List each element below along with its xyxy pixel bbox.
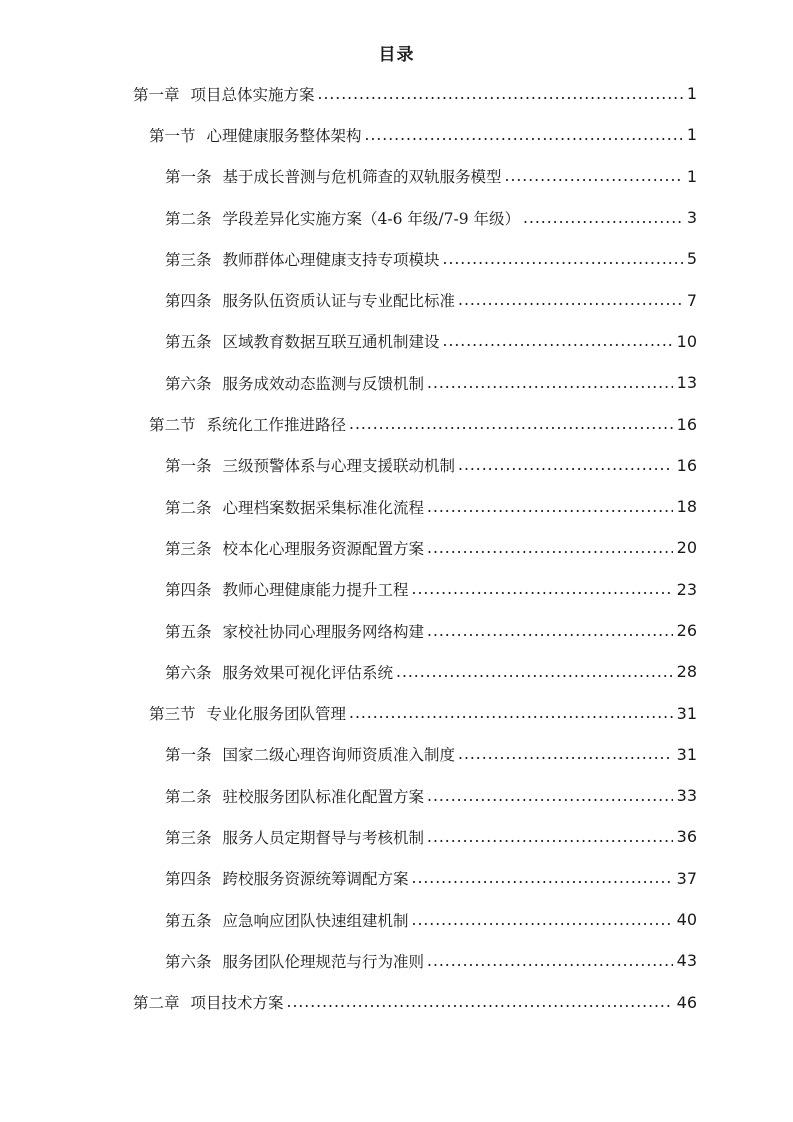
toc-entry-page: 7 xyxy=(686,290,697,310)
dot-leader xyxy=(349,415,673,433)
toc-entry-article[interactable] xyxy=(0,279,793,320)
toc-entry-number: 第三条 xyxy=(165,828,212,847)
toc-entry-text: 校本化心理服务资源配置方案 xyxy=(222,539,425,558)
dot-leader xyxy=(427,539,673,557)
toc-entry-text: 服务效果可视化评估系统 xyxy=(222,663,394,682)
toc-entry-article[interactable] xyxy=(0,734,793,775)
toc-entry-text: 服务团队伦理规范与行为准则 xyxy=(222,952,425,971)
toc-entry-number: 第一节 xyxy=(149,126,196,145)
toc-entry-text: 教师心理健康能力提升工程 xyxy=(222,581,409,600)
dot-leader xyxy=(427,787,673,805)
toc-entry-text: 教师群体心理健康支持专项模块 xyxy=(222,250,440,269)
toc-entry-page: 31 xyxy=(676,703,697,723)
dot-leader xyxy=(427,498,673,516)
toc-entry-page: 3 xyxy=(686,208,697,228)
toc-entry-number: 第二条 xyxy=(165,209,212,228)
toc-entry-article[interactable] xyxy=(0,775,793,816)
toc-entry-article[interactable] xyxy=(0,362,793,403)
toc-entry-page: 46 xyxy=(676,992,697,1012)
toc-entry-text: 专业化服务团队管理 xyxy=(206,705,347,724)
toc-entry-page: 23 xyxy=(676,579,697,599)
toc-entry-text: 心理档案数据采集标准化流程 xyxy=(222,498,425,517)
toc-entry-article[interactable] xyxy=(0,858,793,899)
dot-leader xyxy=(458,745,673,763)
toc-entry-chapter[interactable] xyxy=(0,73,793,114)
toc-entry-number: 第二章 xyxy=(133,994,180,1013)
toc-entry-number: 第五条 xyxy=(165,622,212,641)
toc-entry-section[interactable] xyxy=(0,692,793,733)
toc-entry-number: 第六条 xyxy=(165,663,212,682)
toc-entry-article[interactable] xyxy=(0,238,793,279)
toc-entry-page: 18 xyxy=(676,497,697,517)
toc-entry-page: 31 xyxy=(676,744,697,764)
toc-entry-page: 13 xyxy=(676,373,697,393)
toc-entry-text: 项目总体实施方案 xyxy=(190,85,315,104)
toc-entry-number: 第三条 xyxy=(165,539,212,558)
toc-entry-text: 系统化工作推进路径 xyxy=(206,416,347,435)
toc-entry-number: 第四条 xyxy=(165,870,212,889)
dot-leader xyxy=(412,869,673,887)
toc-entry-number: 第六条 xyxy=(165,374,212,393)
dot-leader xyxy=(458,456,673,474)
dot-leader xyxy=(523,209,683,227)
toc-entry-text: 跨校服务资源统筹调配方案 xyxy=(222,870,409,889)
toc-entry-chapter[interactable] xyxy=(0,982,793,1023)
toc-entry-section[interactable] xyxy=(0,403,793,444)
toc-entry-text: 家校社协同心理服务网络构建 xyxy=(222,622,425,641)
toc-entry-section[interactable] xyxy=(0,114,793,155)
toc-entry-page: 40 xyxy=(676,910,697,930)
toc-entry-number: 第二条 xyxy=(165,787,212,806)
toc-entry-text: 服务队伍资质认证与专业配比标准 xyxy=(222,292,456,311)
dot-leader xyxy=(505,167,683,185)
toc-entry-page: 1 xyxy=(686,166,697,186)
toc-entry-article[interactable] xyxy=(0,486,793,527)
toc-entry-article[interactable] xyxy=(0,569,793,610)
dot-leader xyxy=(318,85,683,103)
dot-leader xyxy=(427,622,673,640)
dot-leader xyxy=(427,828,673,846)
toc-entry-text: 基于成长普测与危机筛查的双轨服务模型 xyxy=(222,168,502,187)
toc-entry-number: 第一条 xyxy=(165,168,212,187)
toc-entry-article[interactable] xyxy=(0,610,793,651)
toc-entry-page: 1 xyxy=(686,125,697,145)
toc-entry-number: 第四条 xyxy=(165,292,212,311)
toc-entry-article[interactable] xyxy=(0,527,793,568)
dot-leader xyxy=(427,952,673,970)
toc-entry-article[interactable] xyxy=(0,899,793,940)
toc-entry-article[interactable] xyxy=(0,651,793,692)
toc-entry-number: 第一条 xyxy=(165,457,212,476)
toc-entry-text: 国家二级心理咨询师资质准入制度 xyxy=(222,746,456,765)
toc-entry-number: 第四条 xyxy=(165,581,212,600)
toc-entry-text: 应急响应团队快速组建机制 xyxy=(222,911,409,930)
toc-entry-number: 第五条 xyxy=(165,333,212,352)
toc-entry-number: 第三条 xyxy=(165,250,212,269)
toc-entry-page: 36 xyxy=(676,827,697,847)
toc-entry-article[interactable] xyxy=(0,940,793,981)
dot-leader xyxy=(443,332,673,350)
toc-entry-article[interactable] xyxy=(0,321,793,362)
dot-leader xyxy=(427,374,673,392)
toc-entry-article[interactable] xyxy=(0,445,793,486)
toc-entry-page: 16 xyxy=(676,414,697,434)
toc-list xyxy=(0,73,793,1023)
toc-entry-page: 33 xyxy=(676,786,697,806)
toc-entry-page: 1 xyxy=(686,84,697,104)
toc-entry-article[interactable] xyxy=(0,197,793,238)
toc-entry-page: 26 xyxy=(676,621,697,640)
dot-leader xyxy=(287,993,673,1011)
toc-entry-number: 第五条 xyxy=(165,911,212,930)
toc-entry-text: 学段差异化实施方案（4-6 年级/7-9 年级） xyxy=(222,209,521,228)
toc-entry-page: 43 xyxy=(676,951,697,971)
dot-leader xyxy=(412,580,673,598)
toc-entry-number: 第二节 xyxy=(149,416,196,435)
toc-entry-text: 三级预警体系与心理支援联动机制 xyxy=(222,457,456,476)
toc-title: 目录 xyxy=(378,45,415,65)
dot-leader xyxy=(458,291,683,309)
dot-leader xyxy=(349,704,673,722)
toc-entry-number: 第六条 xyxy=(165,952,212,971)
toc-entry-page: 28 xyxy=(676,662,697,682)
toc-entry-text: 服务人员定期督导与考核机制 xyxy=(222,828,425,847)
toc-entry-page: 10 xyxy=(676,331,697,351)
dot-leader xyxy=(443,250,683,268)
toc-entry-number: 第二条 xyxy=(165,498,212,517)
toc-entry-text: 区域教育数据互联互通机制建设 xyxy=(222,333,440,352)
toc-entry-page: 37 xyxy=(676,868,697,888)
toc-entry-text: 服务成效动态监测与反馈机制 xyxy=(222,374,425,393)
toc-entry-article[interactable] xyxy=(0,816,793,857)
dot-leader xyxy=(412,911,673,929)
toc-entry-text: 项目技术方案 xyxy=(190,994,284,1013)
toc-entry-page: 20 xyxy=(676,538,697,558)
toc-entry-number: 第一条 xyxy=(165,746,212,765)
dot-leader xyxy=(365,126,683,144)
toc-entry-number: 第一章 xyxy=(133,85,180,104)
toc-entry-text: 心理健康服务整体架构 xyxy=(206,126,362,145)
dot-leader xyxy=(396,663,673,681)
toc-entry-page: 16 xyxy=(676,455,697,475)
toc-entry-number: 第三节 xyxy=(149,705,196,724)
toc-entry-page: 5 xyxy=(686,249,697,269)
toc-entry-article[interactable] xyxy=(0,156,793,197)
toc-entry-text: 驻校服务团队标准化配置方案 xyxy=(222,787,425,806)
